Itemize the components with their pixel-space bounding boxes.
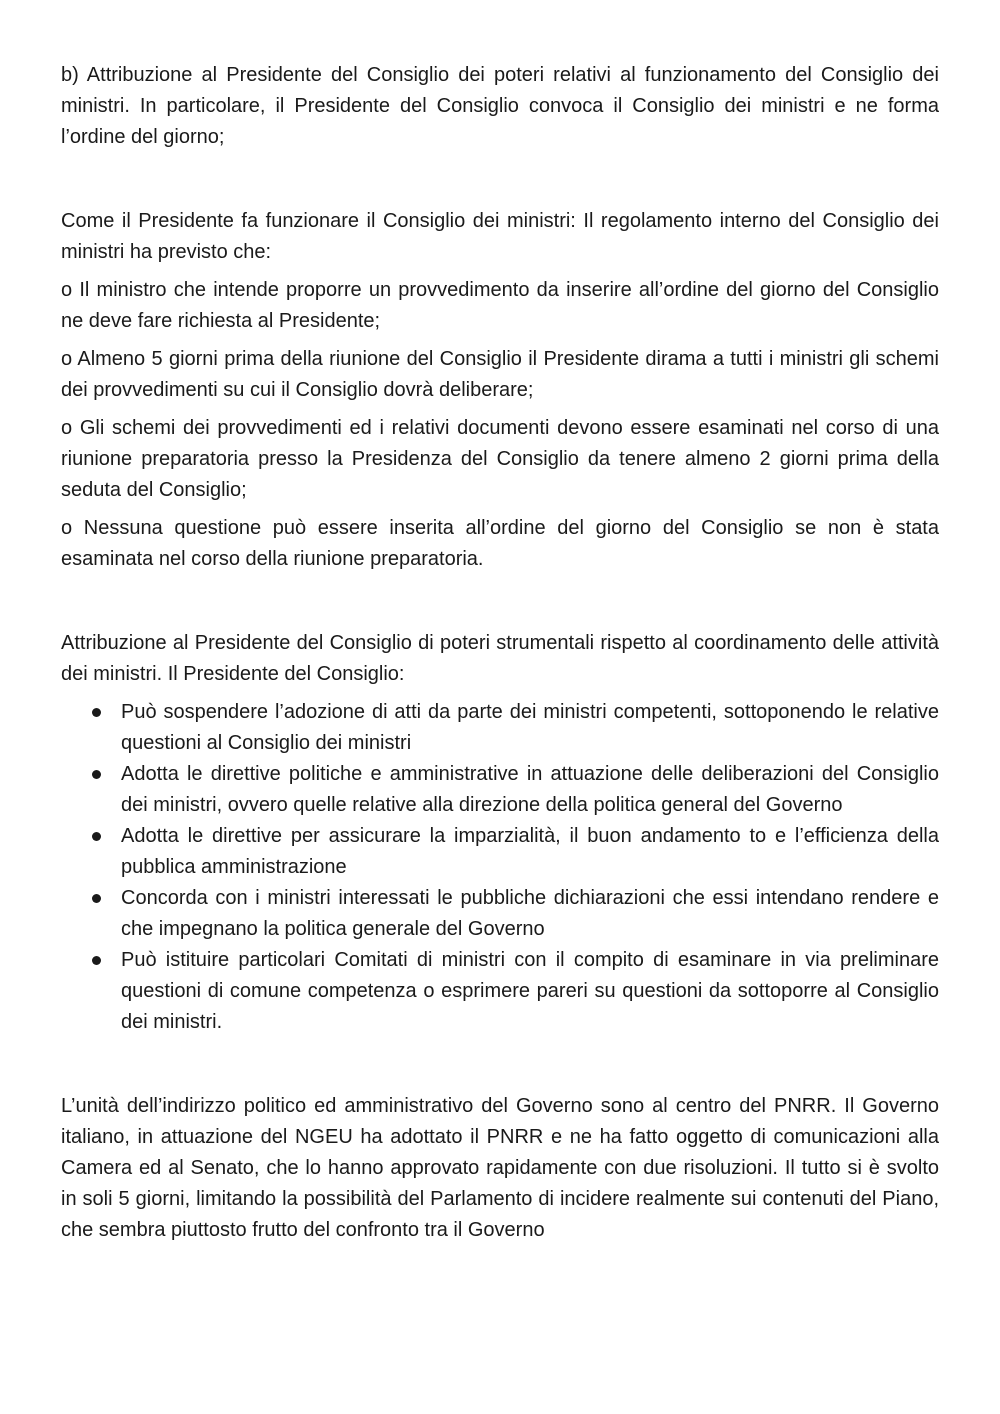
list-item: o Nessuna questione può essere inserita all’ordine del giorno del Consiglio se non è stata esaminata nel corso della riunione preparatoria. (61, 517, 939, 570)
list-item: o Il ministro che intende proporre un provvedimento da inserire all’ordine del giorno del Consiglio ne deve fare richiesta al Presidente; (61, 279, 939, 332)
bullet-text: Può istituire particolari Comitati di ministri con il compito di esaminare in via preliminare questioni di comune competenza o esprimere pareri su questioni da sottoporre al Consiglio dei ministri. (121, 949, 939, 1033)
bullet-item (61, 883, 939, 945)
bullet-text: Adotta le direttive politiche e amministrative in attuazione delle deliberazioni del Consiglio dei ministri, ovvero quelle relative alla direzione della politica general del Governo (121, 763, 939, 816)
bullet-icon (92, 708, 101, 717)
paragraph-section-b: b) Attribuzione al Presidente del Consiglio dei poteri relativi al funzionamento del Consiglio dei ministri. In particolare, il Presidente del Consiglio convoca il Consiglio dei ministri e ne forma l’ordine del giorno; (61, 64, 939, 148)
bullet-item (61, 697, 939, 759)
paragraph-poteri-intro: Attribuzione al Presidente del Consiglio di poteri strumentali rispetto al coordinamento delle attività dei ministri. Il Presidente del Consiglio: (61, 632, 939, 685)
document-page (61, 60, 939, 1246)
list-item: o Almeno 5 giorni prima della riunione del Consiglio il Presidente dirama a tutti i ministri gli schemi dei provvedimenti su cui il Consiglio dovrà deliberare; (61, 348, 939, 401)
bullet-text: Può sospendere l’adozione di atti da parte dei ministri competenti, sottoponendo le relative questioni al Consiglio dei ministri (121, 701, 939, 754)
bullet-text: Adotta le direttive per assicurare la imparzialità, il buon andamento to e l’efficienza della pubblica amministrazione (121, 825, 939, 878)
paragraph-pnrr: L’unità dell’indirizzo politico ed amministrativo del Governo sono al centro del PNRR. Il Governo italiano, in attuazione del NGEU ha adottato il PNRR e ne ha fatto oggetto di comunicazioni alla Camera ed al Senato, che lo hanno approvato rapidamente con due risoluzioni. Il tutto si è svolto in soli 5 giorni, limitando la possibilità del Parlamento di incidere realmente sui contenuti del Piano, che sembra piuttosto frutto del confronto tra il Governo (61, 1095, 939, 1241)
bullet-list (61, 697, 939, 1038)
bullet-icon (92, 956, 101, 965)
bullet-icon (92, 770, 101, 779)
bullet-item (61, 945, 939, 1038)
bullet-icon (92, 832, 101, 841)
bullet-item (61, 759, 939, 821)
bullet-item (61, 821, 939, 883)
bullet-text: Concorda con i ministri interessati le pubbliche dichiarazioni che essi intendano rendere e che impegnano la politica generale del Governo (121, 887, 939, 940)
bullet-icon (92, 894, 101, 903)
paragraph-regolamento-intro: Come il Presidente fa funzionare il Consiglio dei ministri: Il regolamento interno del Consiglio dei ministri ha previsto che: (61, 210, 939, 263)
list-item: o Gli schemi dei provvedimenti ed i relativi documenti devono essere esaminati nel corso di una riunione preparatoria presso la Presidenza del Consiglio da tenere almeno 2 giorni prima della seduta del Consiglio; (61, 417, 939, 501)
